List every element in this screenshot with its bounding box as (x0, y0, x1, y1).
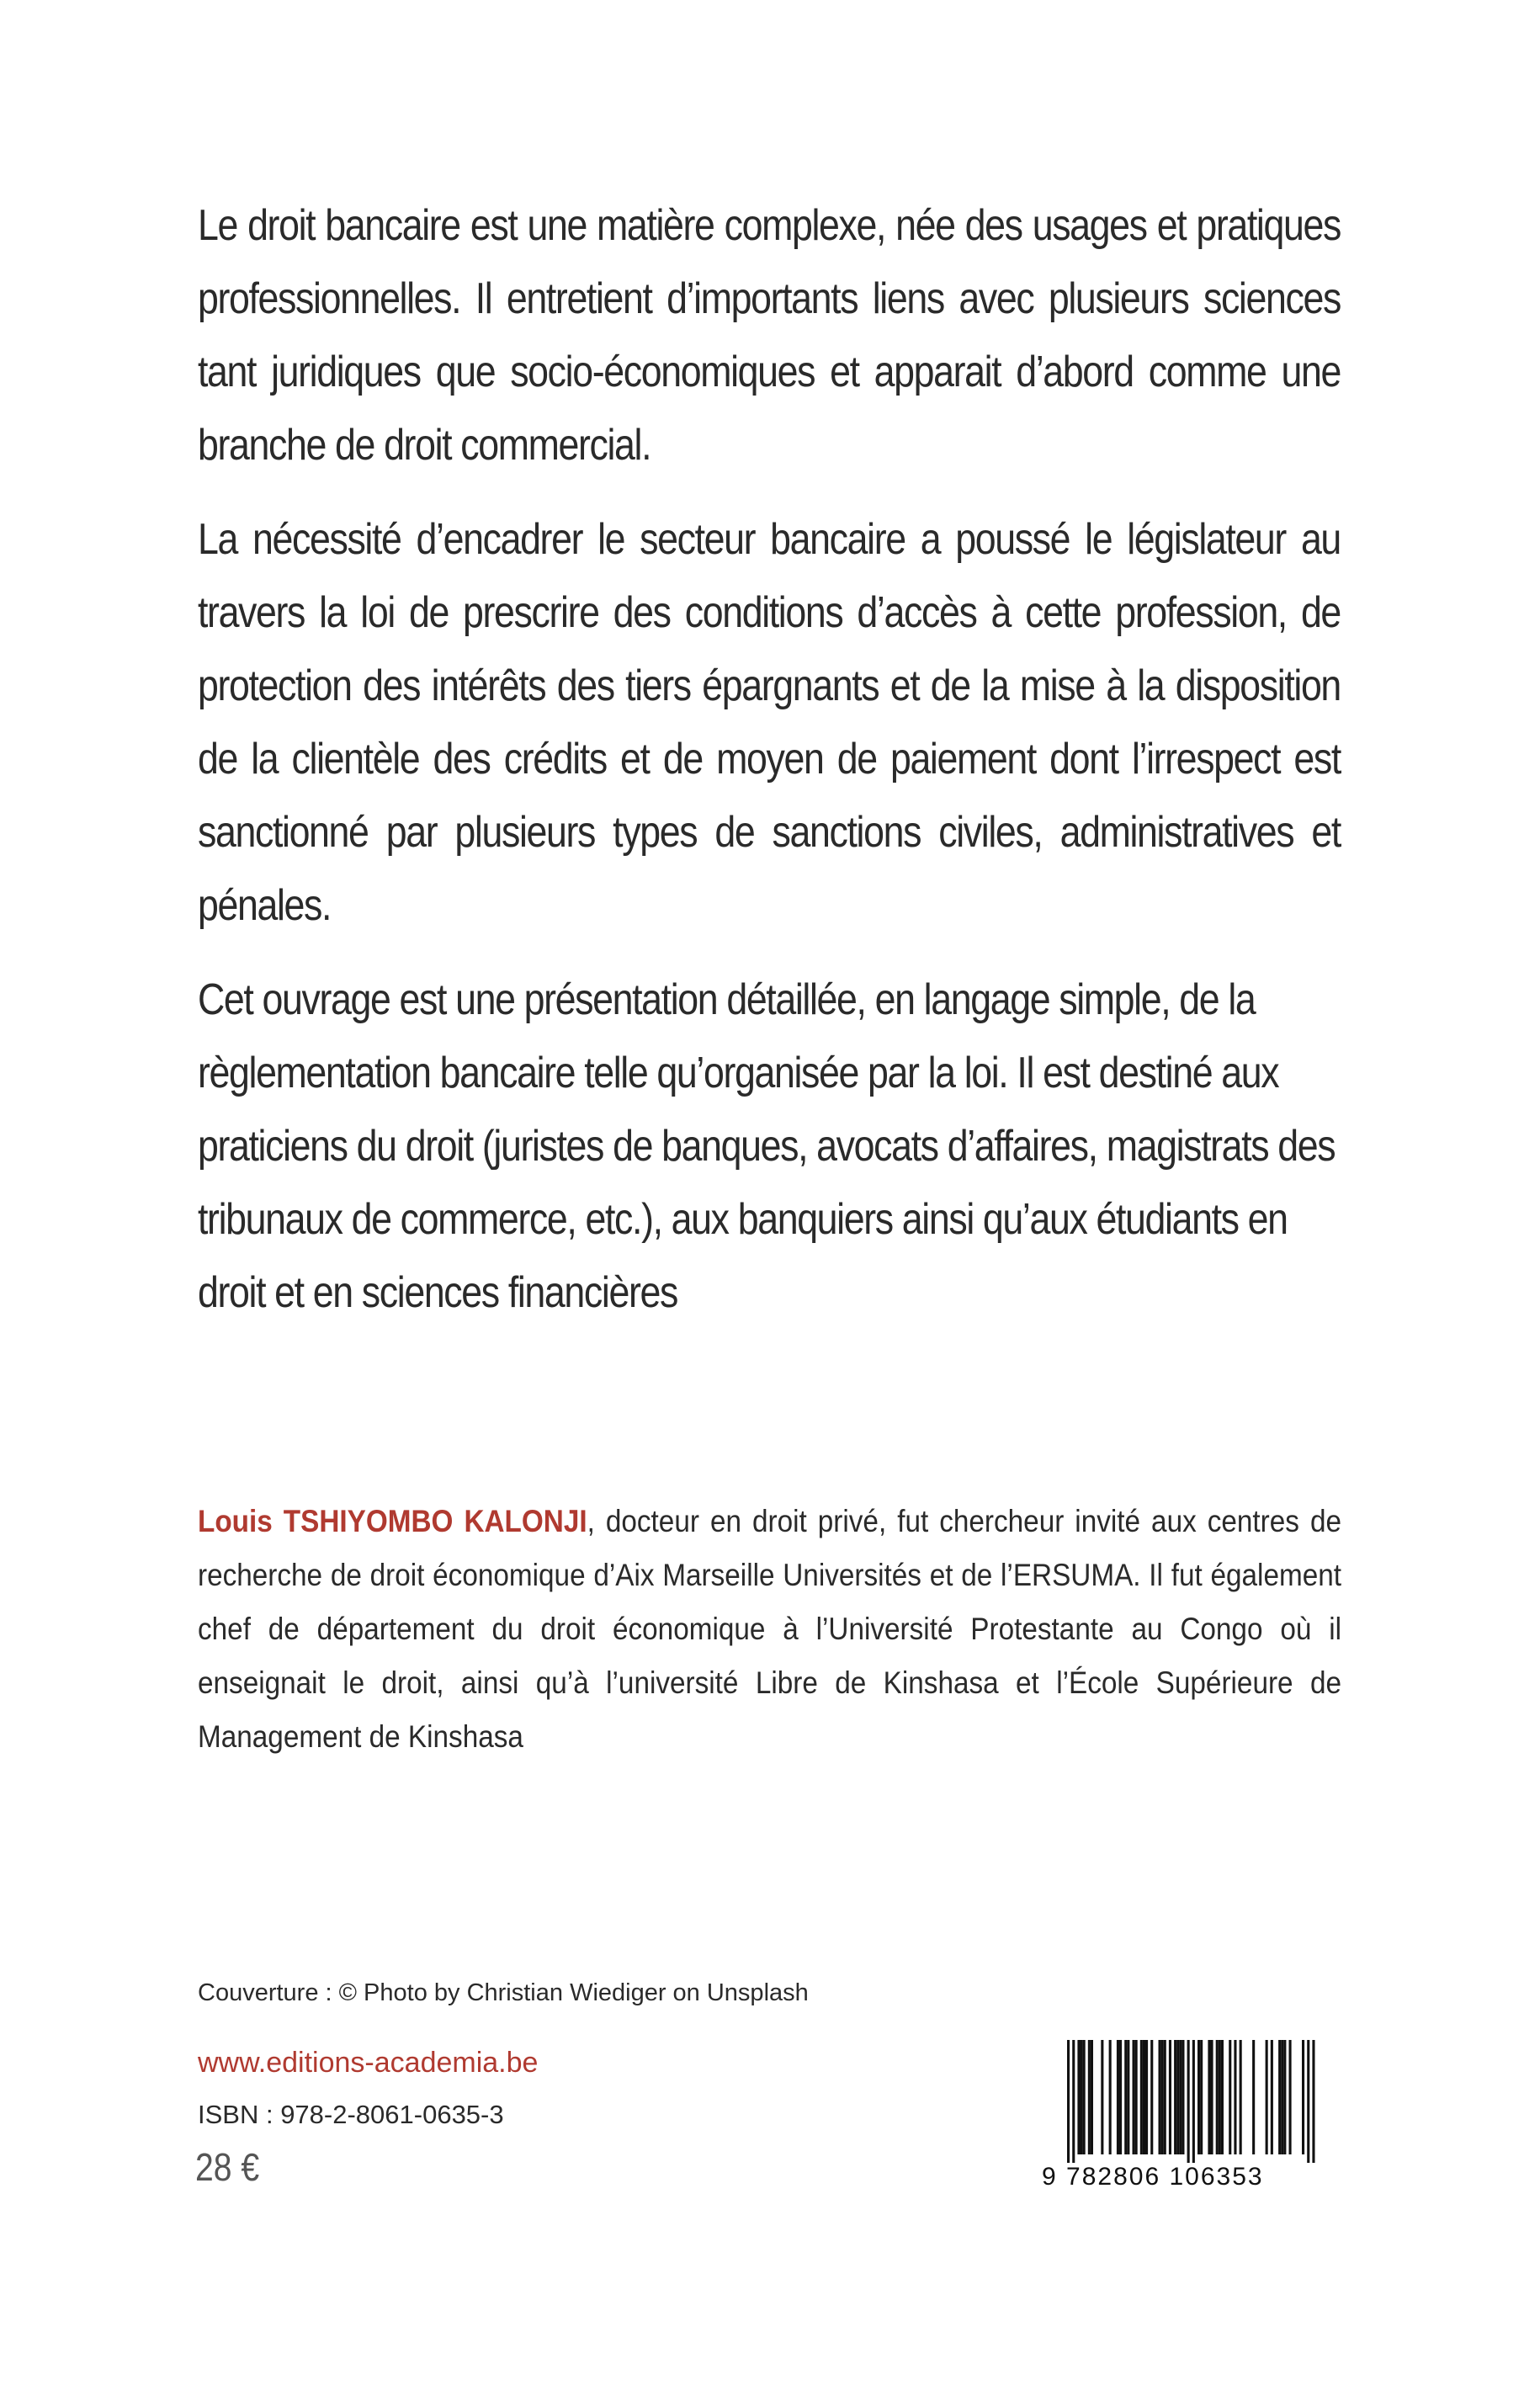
barcode-bar (1208, 2040, 1210, 2154)
barcode-bar (1081, 2040, 1083, 2154)
isbn-barcode (1042, 2037, 1335, 2196)
barcode-bar (1281, 2040, 1283, 2154)
barcode-bar (1124, 2040, 1127, 2154)
barcode-digits: 9 782806 106353 (1042, 2163, 1264, 2191)
price: 28 € (195, 2145, 260, 2189)
barcode-bar (1083, 2040, 1086, 2154)
barcode-bar (1109, 2040, 1112, 2154)
barcode-bar (1169, 2040, 1171, 2154)
blurb-paragraph-3: Cet ouvrage est une présentation détaillée, en langage simple, de la règlementation bancaire telle qu’organisée par la loi. Il est destiné aux praticiens du droit (juristes de banques, avocats d’affaires, magistrats des tribunaux de commerce, etc.), aux banquiers ainsi qu’aux étudiants en droit et en sciences financières (198, 975, 1336, 1317)
barcode-bar (1091, 2040, 1093, 2154)
barcode-bar (1072, 2040, 1075, 2163)
barcode-bars (1042, 2037, 1335, 2163)
barcode-bar (1176, 2040, 1179, 2154)
barcode-bar (1077, 2040, 1080, 2154)
barcode-bar (1221, 2040, 1224, 2154)
barcode-bar (1179, 2040, 1182, 2154)
barcode-bar (1067, 2040, 1070, 2163)
barcode-bar (1117, 2040, 1119, 2154)
barcode-bar (1219, 2040, 1221, 2154)
barcode-bar (1133, 2040, 1135, 2154)
barcode-bar (1234, 2040, 1236, 2154)
barcode-bar (1182, 2040, 1184, 2154)
barcode-bar (1216, 2040, 1219, 2154)
barcode-bar (1161, 2040, 1164, 2154)
barcode-bar (1278, 2040, 1281, 2154)
barcode-bar (1240, 2040, 1242, 2154)
barcode-bar (1127, 2040, 1129, 2154)
barcode-bar (1307, 2040, 1309, 2163)
blurb-paragraph-1: Le droit bancaire est une matière complexe, née des usages et pratiques professionnelles. Il entretient d’importants liens avec plusieurs sciences tant juridiques que socio-économiques et apparait d’abord comme une branche de droit commercial. (198, 201, 1341, 470)
cover-photo-credit: Couverture : © Photo by Christian Wiediger on Unsplash (198, 1979, 809, 2006)
barcode-bar (1135, 2040, 1138, 2154)
barcode-bar (1150, 2040, 1153, 2154)
barcode-bar (1271, 2040, 1273, 2154)
barcode-bar (1174, 2040, 1176, 2154)
barcode-bar (1200, 2040, 1203, 2154)
barcode-bar (1164, 2040, 1166, 2154)
barcode-bar (1192, 2040, 1195, 2163)
barcode-bar (1145, 2040, 1148, 2154)
barcode-bar (1289, 2040, 1292, 2154)
author-bio (198, 1495, 1341, 1764)
barcode-bar (1119, 2040, 1122, 2154)
barcode-bar (1252, 2040, 1255, 2154)
barcode-bar (1159, 2040, 1161, 2154)
barcode-bar (1266, 2040, 1268, 2154)
barcode-bar (1211, 2040, 1213, 2154)
publisher-website[interactable]: www.editions-academia.be (198, 2047, 539, 2079)
barcode-bar (1197, 2040, 1200, 2154)
barcode-bar (1140, 2040, 1143, 2154)
barcode-bar (1088, 2040, 1091, 2154)
barcode-bar (1187, 2040, 1190, 2163)
barcode-bar (1302, 2040, 1304, 2154)
author-name: Louis TSHIYOMBO KALONJI (198, 1504, 587, 1538)
barcode-bar (1101, 2040, 1103, 2154)
barcode-bar (1143, 2040, 1145, 2154)
blurb-paragraph-2: La nécessité d’encadrer le secteur bancaire a poussé le législateur au travers la loi de prescrire des conditions d’accès à cette profession, de protection des intérêts des tiers épargnants et de la mise à la disposition de la clientèle des crédits et de moyen de paiement dont l’irrespect est sanctionné par plusieurs types de sanctions civiles, administratives et pénales. (198, 515, 1341, 930)
isbn-number: ISBN : 978-2-8061-0635-3 (198, 2100, 504, 2129)
barcode-bar (1312, 2040, 1314, 2163)
back-cover-blurb (198, 189, 1341, 1351)
author-bio-text: , docteur en droit privé, fut chercheur invité aux centres de recherche de droit économique d’Aix Marseille Universités et de l’ERSUMA. Il fut également chef de département du droit économique à l’Université Protestante au Congo où il enseignait le droit, ainsi qu’à l’université Libre de Kinshasa et l’École Supérieure de Management de Kinshasa (198, 1504, 1341, 1754)
barcode-bar (1283, 2040, 1286, 2154)
barcode-bar (1229, 2040, 1231, 2154)
